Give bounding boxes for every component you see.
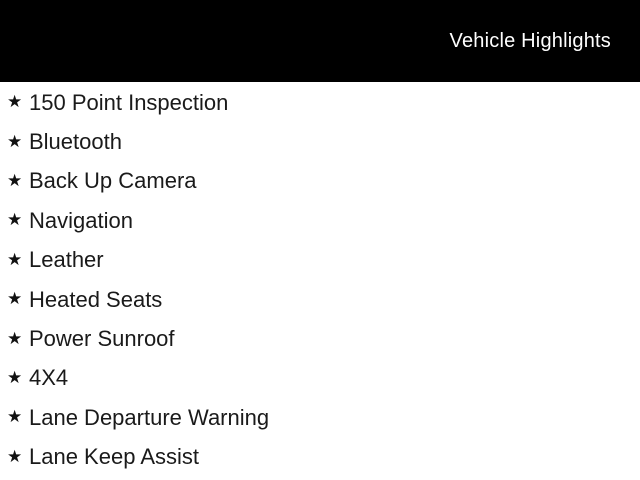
highlight-label: 150 Point Inspection: [29, 89, 229, 115]
highlight-label: Power Sunroof: [29, 326, 175, 352]
highlight-label: Lane Departure Warning: [29, 404, 270, 430]
highlight-label: Lane Keep Assist: [29, 444, 200, 470]
highlight-label: Navigation: [29, 207, 133, 233]
list-item: [0, 122, 640, 161]
star-icon: ★: [7, 131, 23, 151]
list-item: [0, 201, 640, 240]
list-item: [0, 398, 640, 437]
list-item: [0, 280, 640, 319]
list-item: [0, 83, 640, 122]
highlights-list: [0, 82, 640, 477]
star-icon: ★: [7, 249, 23, 269]
star-icon: ★: [7, 170, 23, 190]
star-icon: ★: [7, 407, 23, 427]
highlight-label: Heated Seats: [29, 286, 163, 312]
header-bar: [0, 0, 640, 82]
list-item: [0, 319, 640, 358]
star-icon: ★: [7, 92, 23, 112]
star-icon: ★: [7, 367, 23, 387]
list-item: [0, 359, 640, 398]
highlight-label: Back Up Camera: [29, 168, 197, 194]
list-item: [0, 438, 640, 477]
star-icon: ★: [7, 210, 23, 230]
highlight-label: Bluetooth: [29, 129, 122, 155]
star-icon: ★: [7, 289, 23, 309]
star-icon: ★: [7, 446, 23, 466]
star-icon: ★: [7, 328, 23, 348]
list-item: [0, 241, 640, 280]
list-item: [0, 162, 640, 201]
page-title: Vehicle Highlights: [449, 29, 611, 52]
highlight-label: 4X4: [29, 365, 69, 391]
highlight-label: Leather: [29, 247, 104, 273]
